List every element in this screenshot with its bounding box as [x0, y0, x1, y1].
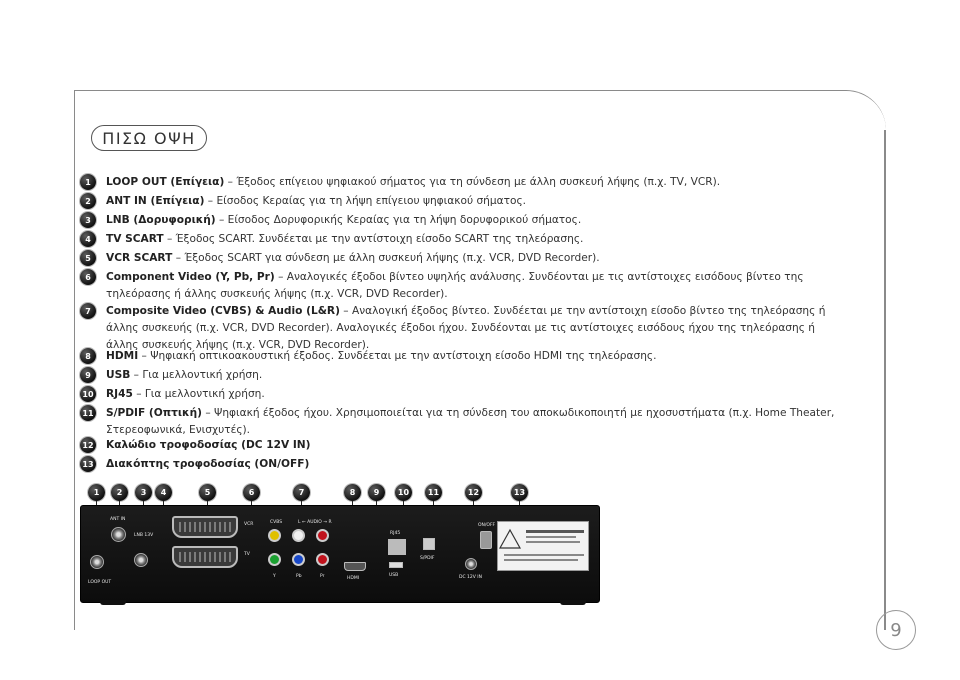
- callout-10: 10: [395, 484, 412, 501]
- callout-8: 8: [344, 484, 361, 501]
- entry-composite-video: [106, 303, 836, 354]
- lnb-port[interactable]: [134, 553, 148, 567]
- section-title-text: ΠΙΣΩ ΟΨΗ: [102, 128, 196, 148]
- entry-text: – Έξοδος SCART για σύνδεση με άλλη συσκευή λήψης (π.χ. VCR, DVD Recorder).: [172, 252, 600, 264]
- callout-11: 11: [425, 484, 442, 501]
- entry-number-3: 3: [80, 212, 96, 228]
- entry-number-4: 4: [80, 231, 96, 247]
- spdif-label: S/PDIF: [420, 556, 435, 561]
- page-number-badge: [876, 610, 916, 650]
- entry-number-13: 13: [80, 456, 96, 472]
- audio-left-rca-port[interactable]: [292, 529, 305, 542]
- callout-4: 4: [155, 484, 172, 501]
- panel-foot: [100, 600, 126, 605]
- entry-number-5: 5: [80, 250, 96, 266]
- entry-number-10: 10: [80, 386, 96, 402]
- callout-7: 7: [293, 484, 310, 501]
- entry-power-switch: [106, 456, 836, 473]
- entry-label: USB: [106, 369, 131, 381]
- entry-dc-power: [106, 437, 836, 454]
- entry-text: – Αναλογική έξοδος βίντεο. Συνδέεται με την αντίστοιχη είσοδο βίντεο της τηλεόρασης ή άλλης συσκευής (π.χ. VCR, DVD Recorder). Αναλογικές έξοδοι ήχου. Συνδέονται με τις αντίστοιχες εισόδους ήχου της τηλεόρασης ή άλλης συσκευής λήψης (π.χ. VCR, DVD Recorder).: [106, 305, 826, 351]
- entry-vcr-scart: [106, 250, 836, 267]
- dc-label: DC 12V IN: [459, 575, 482, 580]
- y-rca-port[interactable]: [268, 553, 281, 566]
- entry-label: Καλώδιο τροφοδοσίας (DC 12V IN): [106, 439, 311, 451]
- ant-in-label: ANT IN: [110, 517, 126, 522]
- entry-tv-scart: [106, 231, 836, 248]
- usb-port[interactable]: [389, 562, 403, 568]
- tv-label: TV: [244, 552, 250, 557]
- cvbs-label: CVBS: [270, 520, 283, 525]
- vcr-label: VCR: [244, 522, 254, 527]
- loop-out-port[interactable]: [90, 555, 104, 569]
- entry-number-9: 9: [80, 367, 96, 383]
- usb-label: USB: [389, 573, 399, 578]
- callout-5: 5: [199, 484, 216, 501]
- hdmi-port[interactable]: [344, 562, 366, 571]
- dc-12v-port[interactable]: [465, 558, 477, 570]
- on-off-label: ON/OFF: [478, 523, 496, 528]
- entry-label: HDMI: [106, 350, 139, 362]
- entry-label: LNB (Δορυφορική): [106, 214, 216, 226]
- callout-13: 13: [511, 484, 528, 501]
- hdmi-label: HDMI: [347, 576, 360, 581]
- audio-right-rca-port[interactable]: [316, 529, 329, 542]
- entry-label: ANT IN (Επίγεια): [106, 195, 205, 207]
- rj45-port[interactable]: [388, 539, 406, 555]
- entry-text: – Αναλογικές έξοδοι βίντεο υψηλής ανάλυσης. Συνδέονται με τις αντίστοιχες εισόδους βίντεο της τηλεόρασης ή άλλης συσκευής λήψης (π.χ. VCR, DVD Recorder).: [106, 271, 804, 300]
- entry-number-2: 2: [80, 193, 96, 209]
- warning-triangle-icon: [498, 522, 590, 572]
- entry-text: – Είσοδος Δορυφορικής Κεραίας για τη λήψη δορυφορικού σήματος.: [215, 214, 582, 226]
- entry-ant-in: [106, 193, 836, 210]
- callout-1: 1: [88, 484, 105, 501]
- entry-loop-out: [106, 174, 836, 191]
- section-title: [91, 125, 207, 151]
- callout-12: 12: [465, 484, 482, 501]
- entry-text: – Για μελλοντική χρήση.: [132, 388, 265, 400]
- ant-in-port[interactable]: [111, 527, 126, 542]
- entry-number-12: 12: [80, 437, 96, 453]
- y-label: Y: [273, 574, 276, 579]
- pr-rca-port[interactable]: [316, 553, 329, 566]
- page-frame-right-edge: [884, 130, 886, 630]
- entry-text: – Ψηφιακή οπτικοακουστική έξοδος. Συνδέεται με την αντίστοιχη είσοδο HDMI της τηλεόρασης.: [138, 350, 657, 362]
- page-number: 9: [890, 619, 902, 641]
- entry-number-8: 8: [80, 348, 96, 364]
- vcr-scart-port[interactable]: [172, 516, 238, 538]
- entry-label: TV SCART: [106, 233, 164, 245]
- entry-text: – Για μελλοντική χρήση.: [130, 369, 263, 381]
- pr-label: Pr: [320, 574, 325, 579]
- entry-label: S/PDIF (Οπτική): [106, 407, 202, 419]
- pb-rca-port[interactable]: [292, 553, 305, 566]
- entry-component-video: [106, 269, 836, 303]
- callout-6: 6: [243, 484, 260, 501]
- audio-label: L ← AUDIO → R: [298, 520, 332, 525]
- spdif-port[interactable]: [423, 538, 435, 550]
- cvbs-rca-port[interactable]: [268, 529, 281, 542]
- entry-label: VCR SCART: [106, 252, 173, 264]
- loop-out-label: LOOP OUT: [88, 580, 112, 585]
- entry-spdif: [106, 405, 836, 439]
- tv-scart-port[interactable]: [172, 546, 238, 568]
- pb-label: Pb: [296, 574, 302, 579]
- entry-rj45: [106, 386, 836, 403]
- entry-label: Διακόπτης τροφοδοσίας (ON/OFF): [106, 458, 310, 470]
- entry-number-11: 11: [80, 405, 96, 421]
- callout-3: 3: [135, 484, 152, 501]
- entry-label: RJ45: [106, 388, 133, 400]
- lnb-label: LNB 13V: [134, 533, 154, 538]
- rj45-label: RJ45: [390, 531, 401, 536]
- entry-label: Component Video (Y, Pb, Pr): [106, 271, 275, 283]
- entry-number-1: 1: [80, 174, 96, 190]
- entry-lnb: [106, 212, 836, 229]
- entry-number-6: 6: [80, 269, 96, 285]
- entry-label: Composite Video (CVBS) & Audio (L&R): [106, 305, 340, 317]
- callout-9: 9: [368, 484, 385, 501]
- entry-usb: [106, 367, 836, 384]
- entry-hdmi: [106, 348, 836, 365]
- callout-2: 2: [111, 484, 128, 501]
- entry-text: – Έξοδος SCART. Συνδέεται με την αντίστοιχη είσοδο SCART της τηλεόρασης.: [163, 233, 584, 245]
- entry-text: – Ψηφιακή έξοδος ήχου. Χρησιμοποιείται για τη σύνδεση του αποκωδικοποιητή με ηχοσυστήματα (π.χ. Home Theater, Στερεοφωνικά, Ενισχυτές).: [106, 407, 835, 436]
- power-switch[interactable]: [480, 531, 492, 549]
- entry-text: – Είσοδος Κεραίας για τη λήψη επίγειου ψηφιακού σήματος.: [204, 195, 527, 207]
- panel-foot: [560, 600, 586, 605]
- warning-label-sticker: [497, 521, 589, 571]
- entry-label: LOOP OUT (Επίγεια): [106, 176, 225, 188]
- entry-number-7: 7: [80, 303, 96, 319]
- entry-text: – Έξοδος επίγειου ψηφιακού σήματος για τη σύνδεση με άλλη συσκευή λήψης (π.χ. TV, VCR).: [224, 176, 721, 188]
